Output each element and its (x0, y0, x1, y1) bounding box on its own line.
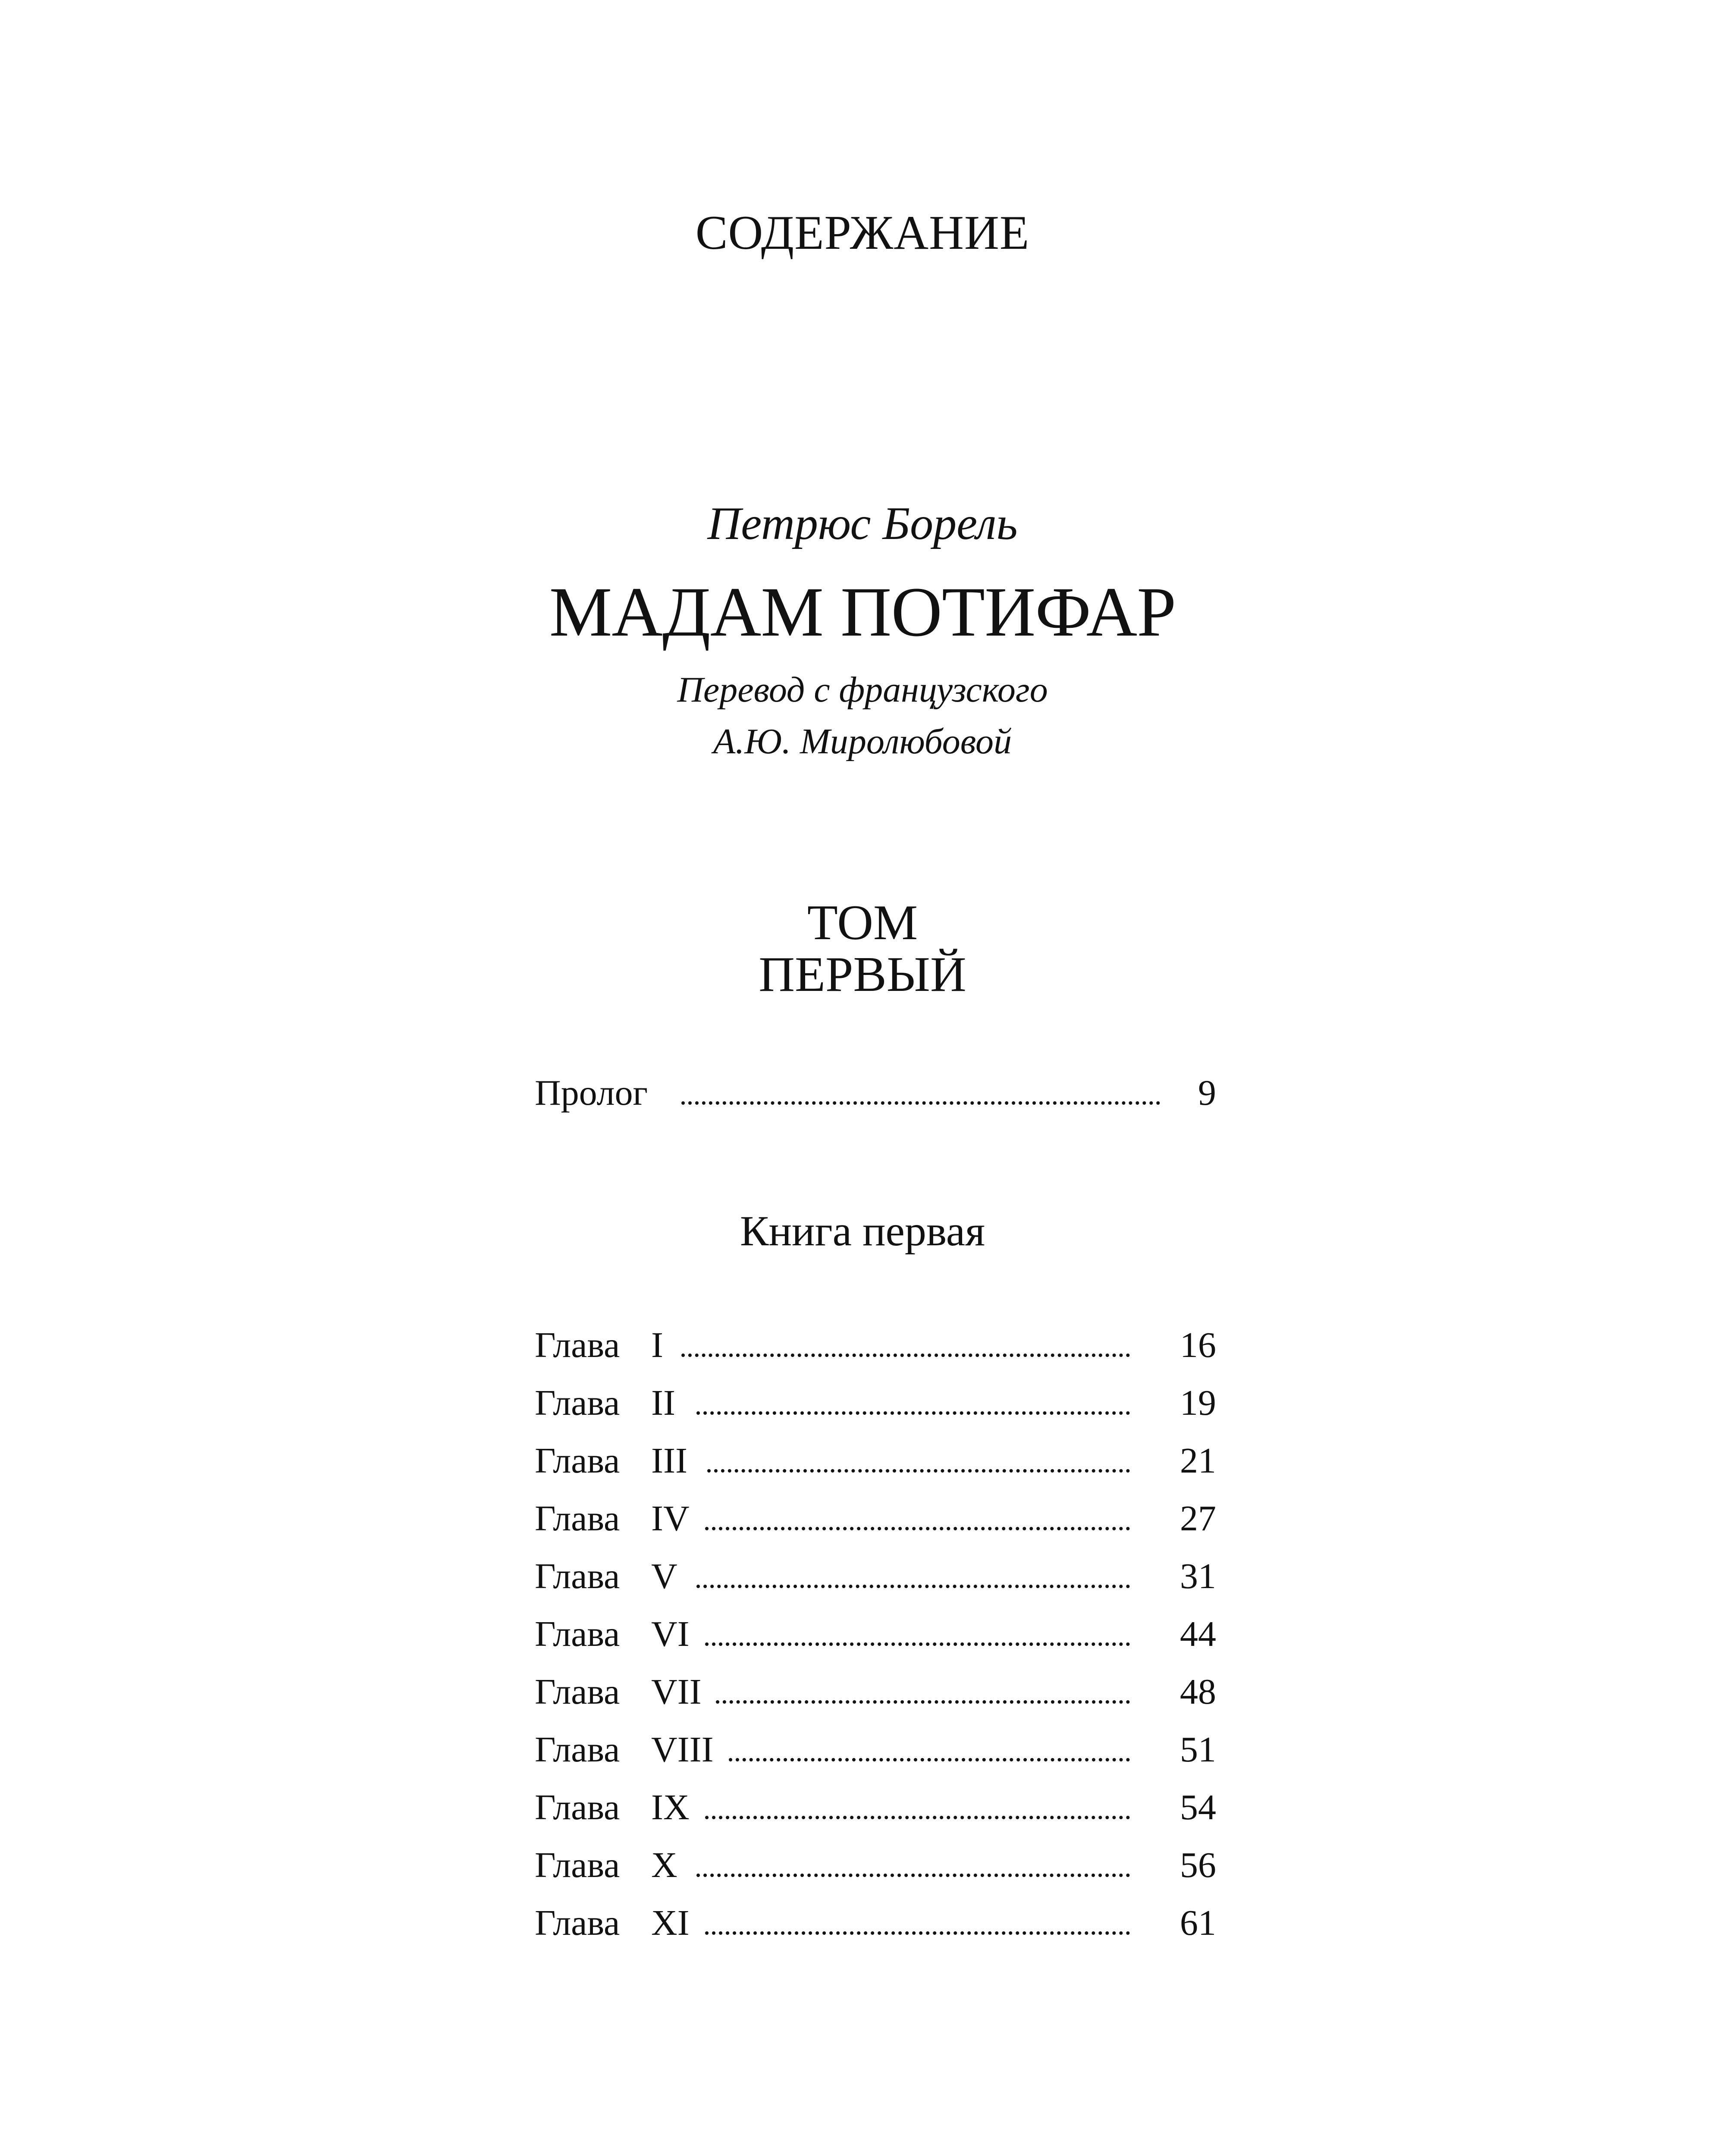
volume-label: ТОМ (807, 895, 918, 950)
toc-page-number: 19 (1180, 1383, 1216, 1423)
book-heading: Книга первая (740, 1207, 985, 1255)
chapter-number: VII (651, 1672, 702, 1712)
toc-entry-chapter[interactable] (535, 1553, 1216, 1600)
toc-entry-chapter[interactable] (535, 1842, 1216, 1889)
toc-entry-label: Пролог (535, 1073, 648, 1113)
toc-entry-chapter[interactable] (535, 1668, 1216, 1716)
chapter-number: IV (651, 1498, 690, 1539)
chapter-number: II (651, 1383, 675, 1423)
toc-page-number: 54 (1180, 1787, 1216, 1827)
chapter-number: I (651, 1325, 663, 1365)
chapter-label: Глава (535, 1498, 620, 1539)
toc-page-number: 27 (1180, 1498, 1216, 1539)
chapter-number: IX (651, 1787, 690, 1827)
dot-leader (705, 1816, 1130, 1819)
toc-entry-chapter[interactable] (535, 1611, 1216, 1658)
toc-page-number: 48 (1180, 1672, 1216, 1712)
chapter-number: X (651, 1845, 677, 1885)
dot-leader (681, 1354, 1130, 1357)
contents-heading: СОДЕРЖАНИЕ (695, 206, 1030, 260)
chapter-label: Глава (535, 1903, 620, 1943)
toc-page-number: 31 (1180, 1556, 1216, 1596)
dot-leader (696, 1874, 1130, 1877)
chapter-number: VI (651, 1614, 690, 1654)
dot-leader (696, 1411, 1130, 1415)
chapter-label: Глава (535, 1441, 620, 1481)
toc-entry-prologue[interactable] (535, 1069, 1216, 1117)
translator-name: А.Ю. Миролюбовой (713, 721, 1012, 761)
dot-leader (705, 1527, 1130, 1530)
dot-leader (705, 1642, 1130, 1646)
dot-leader (716, 1700, 1130, 1704)
dot-leader (729, 1758, 1130, 1761)
toc-page-number: 16 (1180, 1325, 1216, 1365)
book-title: МАДАМ ПОТИФАР (549, 573, 1176, 651)
dot-leader (705, 1931, 1130, 1935)
toc-page-number: 56 (1180, 1845, 1216, 1885)
chapter-number: V (651, 1556, 677, 1596)
chapter-label: Глава (535, 1845, 620, 1885)
toc-page-number: 9 (1198, 1073, 1216, 1113)
chapter-label: Глава (535, 1672, 620, 1712)
toc-entry-chapter[interactable] (535, 1899, 1216, 1947)
dot-leader (696, 1585, 1130, 1588)
toc-entry-chapter[interactable] (535, 1726, 1216, 1774)
chapter-number: III (651, 1441, 687, 1481)
toc-entry-chapter[interactable] (535, 1437, 1216, 1485)
toc-page-number: 51 (1180, 1730, 1216, 1770)
chapter-number: VIII (651, 1730, 714, 1770)
chapter-label: Глава (535, 1325, 620, 1365)
chapter-number: XI (651, 1903, 690, 1943)
dot-leader (707, 1469, 1130, 1473)
toc-entry-chapter[interactable] (535, 1379, 1216, 1427)
toc-entry-chapter[interactable] (535, 1784, 1216, 1831)
chapter-label: Глава (535, 1383, 620, 1423)
toc-page-number: 21 (1180, 1441, 1216, 1481)
chapter-label: Глава (535, 1614, 620, 1654)
chapter-label: Глава (535, 1730, 620, 1770)
toc-page-number: 61 (1180, 1903, 1216, 1943)
toc-entry-chapter[interactable] (535, 1495, 1216, 1542)
dot-leader (681, 1101, 1160, 1105)
author-name: Петрюс Борель (707, 498, 1018, 549)
translation-note: Перевод с французского (677, 670, 1048, 710)
chapter-label: Глава (535, 1556, 620, 1596)
toc-page-number: 44 (1180, 1614, 1216, 1654)
volume-number: ПЕРВЫЙ (759, 947, 966, 1002)
toc-entry-chapter[interactable] (535, 1322, 1216, 1369)
chapter-label: Глава (535, 1787, 620, 1827)
